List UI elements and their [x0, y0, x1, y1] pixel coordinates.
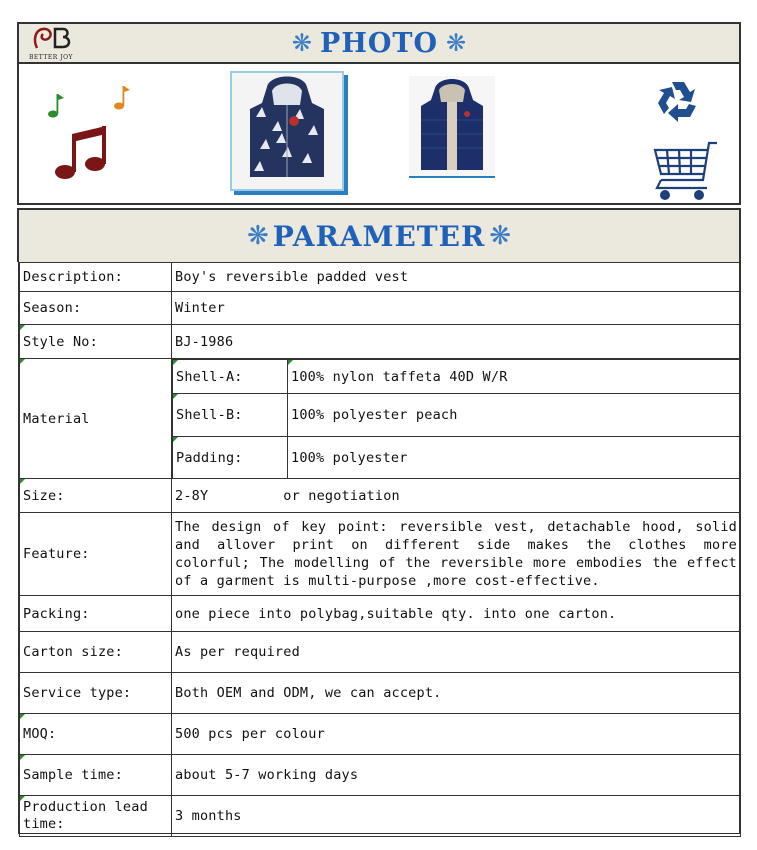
parameter-header-bar — [17, 208, 741, 262]
material-subtable — [172, 359, 740, 478]
table-row — [20, 479, 741, 513]
season-value: Winter — [172, 292, 741, 325]
table-row — [20, 596, 741, 632]
vest-solid-image — [409, 76, 495, 176]
table-row — [20, 359, 741, 479]
brand-logo — [29, 26, 77, 60]
flourish-right-icon: ❋ — [445, 29, 467, 57]
table-row — [20, 673, 741, 714]
production-lead-time-value: 3 months — [172, 796, 741, 837]
table-row — [20, 292, 741, 325]
padding-value: 100% polyester — [288, 437, 740, 478]
music-notes-icon — [39, 74, 139, 184]
carton-size-value: As per required — [172, 632, 741, 673]
description-value: Boy's reversible padded vest — [172, 263, 741, 292]
padding-label: Padding: — [173, 437, 288, 478]
material-row — [173, 394, 740, 437]
feature-value: The design of key point: reversible vest, detachable hood, solid and allover print on different side makes the clothes more colorful; The modelling of the reversible more embodies the effect of a garment is multi-purpose ,more cost-effective. — [172, 513, 741, 596]
packing-label: Packing: — [20, 596, 172, 632]
table-row — [20, 755, 741, 796]
photo-section — [17, 22, 741, 205]
recycle-icon — [654, 76, 704, 126]
size-label: Size: — [20, 479, 172, 513]
table-row — [20, 632, 741, 673]
style-no-value: BJ-1986 — [172, 325, 741, 359]
table-row — [20, 325, 741, 359]
product-photo-solid-side[interactable] — [409, 76, 495, 178]
style-no-label: Style No: — [20, 325, 172, 359]
size-value: 2-8Y or negotiation — [172, 479, 741, 513]
sample-time-label: Sample time: — [20, 755, 172, 796]
moq-value: 500 pcs per colour — [172, 714, 741, 755]
shell-a-value: 100% nylon taffeta 40D W/R — [288, 360, 740, 394]
description-label: Description: — [20, 263, 172, 292]
moq-label: MOQ: — [20, 714, 172, 755]
shopping-cart-icon — [651, 140, 719, 202]
shell-b-label: Shell-B: — [173, 394, 288, 437]
table-row — [20, 513, 741, 596]
parameter-table-wrapper — [18, 262, 740, 834]
photo-title: PHOTO — [320, 27, 438, 59]
table-row — [20, 263, 741, 292]
table-row — [20, 796, 741, 837]
material-cell — [172, 359, 741, 479]
parameter-table — [19, 262, 741, 837]
shell-b-value: 100% polyester peach — [288, 394, 740, 437]
material-row — [173, 437, 740, 478]
parameter-title: PARAMETER — [272, 219, 486, 253]
shell-a-label: Shell-A: — [173, 360, 288, 394]
packing-value: one piece into polybag,suitable qty. into one carton. — [172, 596, 741, 632]
material-row — [173, 360, 740, 394]
vest-print-image — [232, 73, 342, 189]
flourish-left-icon: ❋ — [291, 29, 313, 57]
brand-logo-mark — [29, 26, 77, 52]
service-type-value: Both OEM and ODM, we can accept. — [172, 673, 741, 714]
feature-label: Feature: — [20, 513, 172, 596]
brand-name: BETTER JOY — [29, 54, 73, 61]
production-lead-time-label: Production lead time: — [20, 796, 172, 837]
service-type-label: Service type: — [20, 673, 172, 714]
photo-header-bar — [19, 24, 739, 64]
sample-time-value: about 5-7 working days — [172, 755, 741, 796]
product-photo-print-side[interactable] — [230, 71, 344, 191]
flourish-right-icon: ❋ — [489, 221, 512, 251]
flourish-left-icon: ❋ — [246, 221, 269, 251]
material-label: Material — [20, 359, 172, 479]
season-label: Season: — [20, 292, 172, 325]
table-row — [20, 714, 741, 755]
carton-size-label: Carton size: — [20, 632, 172, 673]
